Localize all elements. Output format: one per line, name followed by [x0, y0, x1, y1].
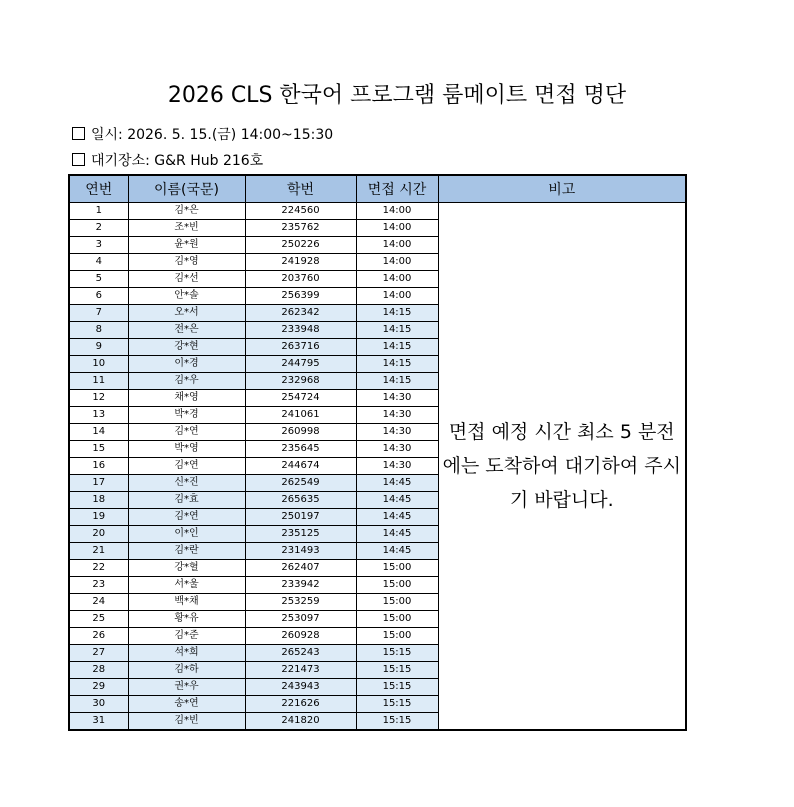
row-no: 1	[69, 203, 128, 220]
row-student-id: 263716	[245, 339, 356, 356]
row-no: 21	[69, 543, 128, 560]
row-student-id: 265635	[245, 492, 356, 509]
header-student-id: 학번	[245, 175, 356, 203]
row-no: 12	[69, 390, 128, 407]
interview-table	[68, 174, 687, 731]
row-name: 김*란	[128, 543, 245, 560]
row-time: 15:00	[356, 594, 438, 611]
row-student-id: 221473	[245, 662, 356, 679]
row-no: 31	[69, 713, 128, 731]
row-name: 전*은	[128, 322, 245, 339]
row-name: 김*하	[128, 662, 245, 679]
row-no: 3	[69, 237, 128, 254]
info-place-text: 대기장소: G&R Hub 216호	[91, 153, 264, 169]
row-no: 26	[69, 628, 128, 645]
row-name: 김*효	[128, 492, 245, 509]
row-name: 박*경	[128, 407, 245, 424]
page-title: 2026 CLS 한국어 프로그램 룸메이트 면접 명단	[167, 83, 627, 108]
header-name: 이름(국문)	[128, 175, 245, 203]
row-no: 16	[69, 458, 128, 475]
row-no: 17	[69, 475, 128, 492]
row-time: 15:00	[356, 560, 438, 577]
row-name: 김*빈	[128, 713, 245, 731]
row-time: 14:30	[356, 390, 438, 407]
row-name: 강*혈	[128, 560, 245, 577]
info-date	[72, 126, 333, 144]
row-no: 5	[69, 271, 128, 288]
row-name: 석*희	[128, 645, 245, 662]
row-no: 27	[69, 645, 128, 662]
row-time: 15:15	[356, 662, 438, 679]
row-name: 김*선	[128, 271, 245, 288]
row-no: 4	[69, 254, 128, 271]
row-no: 14	[69, 424, 128, 441]
row-name: 이*인	[128, 526, 245, 543]
row-student-id: 262407	[245, 560, 356, 577]
row-time: 15:00	[356, 611, 438, 628]
row-student-id: 241061	[245, 407, 356, 424]
row-time: 14:45	[356, 492, 438, 509]
row-time: 14:15	[356, 356, 438, 373]
row-name: 신*진	[128, 475, 245, 492]
square-bullet-icon	[72, 153, 85, 166]
row-time: 14:45	[356, 509, 438, 526]
row-no: 8	[69, 322, 128, 339]
row-time: 14:30	[356, 458, 438, 475]
row-student-id: 250197	[245, 509, 356, 526]
square-bullet-icon	[72, 127, 85, 140]
row-no: 13	[69, 407, 128, 424]
row-name: 송*연	[128, 696, 245, 713]
row-name: 강*현	[128, 339, 245, 356]
row-no: 10	[69, 356, 128, 373]
row-student-id: 221626	[245, 696, 356, 713]
info-place	[72, 152, 263, 170]
row-no: 15	[69, 441, 128, 458]
row-student-id: 244795	[245, 356, 356, 373]
row-student-id: 235645	[245, 441, 356, 458]
row-time: 14:30	[356, 441, 438, 458]
row-student-id: 253097	[245, 611, 356, 628]
row-name: 김*연	[128, 458, 245, 475]
row-time: 14:45	[356, 526, 438, 543]
row-time: 14:00	[356, 254, 438, 271]
row-time: 14:00	[356, 220, 438, 237]
row-name: 서*울	[128, 577, 245, 594]
row-time: 14:15	[356, 373, 438, 390]
info-date-text: 일시: 2026. 5. 15.(금) 14:00~15:30	[91, 127, 334, 143]
row-time: 15:15	[356, 696, 438, 713]
row-no: 30	[69, 696, 128, 713]
row-time: 15:00	[356, 628, 438, 645]
header-interview-time: 면접 시간	[356, 175, 438, 203]
row-no: 11	[69, 373, 128, 390]
row-name: 윤*원	[128, 237, 245, 254]
row-name: 이*경	[128, 356, 245, 373]
row-student-id: 224560	[245, 203, 356, 220]
row-no: 19	[69, 509, 128, 526]
row-student-id: 262342	[245, 305, 356, 322]
row-no: 24	[69, 594, 128, 611]
row-name: 안*솔	[128, 288, 245, 305]
row-student-id: 265243	[245, 645, 356, 662]
row-no: 25	[69, 611, 128, 628]
row-time: 14:00	[356, 288, 438, 305]
row-time: 14:00	[356, 203, 438, 220]
row-student-id: 203760	[245, 271, 356, 288]
row-student-id: 244674	[245, 458, 356, 475]
table-row	[69, 203, 686, 220]
row-student-id: 241928	[245, 254, 356, 271]
row-student-id: 235762	[245, 220, 356, 237]
row-no: 29	[69, 679, 128, 696]
row-time: 14:15	[356, 305, 438, 322]
row-student-id: 233942	[245, 577, 356, 594]
row-student-id: 253259	[245, 594, 356, 611]
remarks-note: 면접 예정 시간 최소 5 분전에는 도착하여 대기하여 주시기 바랍니다.	[438, 203, 686, 731]
row-time: 15:15	[356, 645, 438, 662]
row-no: 23	[69, 577, 128, 594]
row-no: 20	[69, 526, 128, 543]
row-student-id: 254724	[245, 390, 356, 407]
row-student-id: 243943	[245, 679, 356, 696]
row-student-id: 232968	[245, 373, 356, 390]
row-name: 오*서	[128, 305, 245, 322]
row-no: 6	[69, 288, 128, 305]
header-remarks: 비고	[438, 175, 686, 203]
row-name: 황*유	[128, 611, 245, 628]
row-student-id: 250226	[245, 237, 356, 254]
row-name: 김*은	[128, 203, 245, 220]
row-name: 백*채	[128, 594, 245, 611]
row-name: 박*영	[128, 441, 245, 458]
row-name: 채*영	[128, 390, 245, 407]
row-name: 조*빈	[128, 220, 245, 237]
row-time: 15:15	[356, 713, 438, 731]
row-time: 14:15	[356, 339, 438, 356]
row-no: 18	[69, 492, 128, 509]
row-student-id: 231493	[245, 543, 356, 560]
table-header-row	[69, 175, 686, 203]
row-no: 28	[69, 662, 128, 679]
row-student-id: 262549	[245, 475, 356, 492]
row-no: 22	[69, 560, 128, 577]
row-time: 14:00	[356, 237, 438, 254]
row-name: 권*우	[128, 679, 245, 696]
row-name: 김*우	[128, 373, 245, 390]
row-student-id: 235125	[245, 526, 356, 543]
row-name: 김*준	[128, 628, 245, 645]
row-student-id: 256399	[245, 288, 356, 305]
row-time: 15:15	[356, 679, 438, 696]
header-no: 연번	[69, 175, 128, 203]
row-time: 14:45	[356, 543, 438, 560]
row-student-id: 233948	[245, 322, 356, 339]
row-student-id: 260998	[245, 424, 356, 441]
row-time: 15:00	[356, 577, 438, 594]
row-no: 9	[69, 339, 128, 356]
row-name: 김*연	[128, 509, 245, 526]
row-student-id: 241820	[245, 713, 356, 731]
row-time: 14:30	[356, 424, 438, 441]
row-no: 2	[69, 220, 128, 237]
row-time: 14:45	[356, 475, 438, 492]
row-no: 7	[69, 305, 128, 322]
row-name: 김*연	[128, 424, 245, 441]
row-time: 14:15	[356, 322, 438, 339]
row-time: 14:00	[356, 271, 438, 288]
row-name: 김*영	[128, 254, 245, 271]
row-student-id: 260928	[245, 628, 356, 645]
row-time: 14:30	[356, 407, 438, 424]
